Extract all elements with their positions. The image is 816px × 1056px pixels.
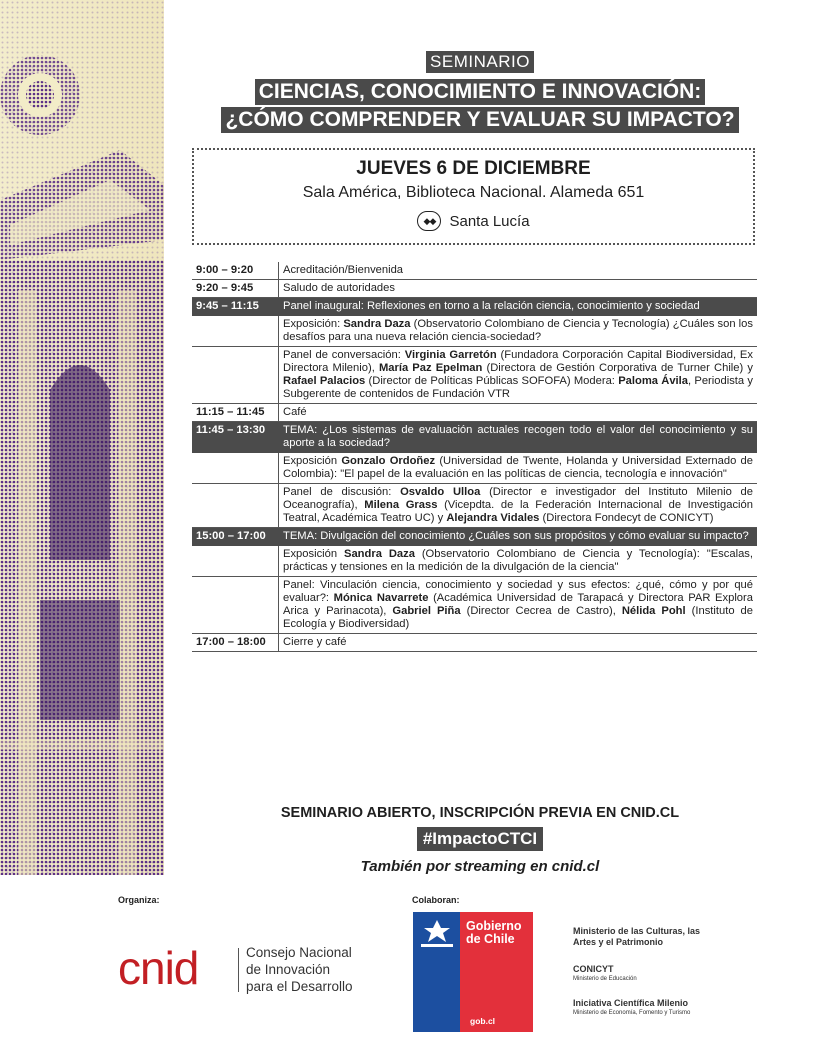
schedule-text: (Director e investigador del Instituto Milenio de Oceanografía),	[283, 486, 753, 511]
schedule-text: (Observatorio Colombiano de Ciencia y Tecnología) ¿Cuáles son los desafíos para una nueva relación ciencia-sociedad?	[283, 318, 753, 343]
schedule-text: Cierre y café	[283, 636, 347, 648]
cnid-wordmark: cnid	[118, 942, 199, 994]
schedule-description	[278, 347, 757, 403]
schedule-time	[192, 577, 278, 633]
collaborator-name: Ministerio de las Culturas, las Artes y el Patrimonio	[573, 926, 701, 947]
cnid-name-line2: de Innovación	[246, 962, 331, 977]
schedule-time	[192, 484, 278, 527]
schedule-time: 17:00 – 18:00	[196, 636, 266, 648]
schedule-text: (Vicepdta. de la Federación Internacional de Investigación Teatral, Académica Teatro UC) y	[283, 499, 753, 524]
schedule-row	[192, 262, 757, 280]
collaborator-sub: Ministerio de Educación	[573, 976, 637, 982]
schedule-text: (Director de Políticas Públicas SOFOFA) Modera:	[365, 375, 619, 387]
collaborator-conicyt	[573, 964, 637, 983]
schedule-row	[192, 484, 757, 528]
hero-building-image	[0, 0, 164, 875]
schedule-description	[278, 280, 757, 297]
schedule-text: (Director Cecrea de Castro),	[460, 605, 622, 617]
schedule-row	[192, 316, 757, 347]
schedule-text: (Académica Universidad de Tarapacá y Directora PAR Explora Arica y Parinacota),	[283, 592, 753, 617]
schedule-description	[278, 528, 757, 545]
cnid-logo	[118, 940, 388, 1000]
cnid-name-line1: Consejo Nacional	[246, 945, 352, 960]
collaborator-milenio	[573, 998, 690, 1017]
call-to-action	[190, 805, 770, 875]
schedule-text: Acreditación/Bienvenida	[283, 264, 404, 276]
speaker-name: María Paz Epelman	[378, 362, 483, 374]
schedule-text: Saludo de autoridades	[283, 282, 395, 294]
speaker-name: Gabriel Piña	[392, 605, 461, 617]
schedule-text: , Periodista y Subgerente de contenidos de Fundación VTR	[283, 375, 753, 400]
schedule-text: (Universidad de Twente, Holanda y Universidad Externado de Colombia): "El papel de la evaluación en las políticas de ciencia, tecnología e innovación"	[283, 455, 753, 480]
speaker-name: Paloma Ávila	[618, 375, 688, 387]
schedule-row	[192, 298, 757, 316]
schedule-row	[192, 546, 757, 577]
schedule-description	[278, 634, 757, 651]
title-line-2	[190, 107, 770, 133]
schedule-time: 15:00 – 17:00	[196, 530, 266, 542]
schedule-row	[192, 453, 757, 484]
metro-station	[194, 211, 753, 231]
event-date: JUEVES 6 DE DICIEMBRE	[356, 158, 591, 179]
title-line-1	[190, 79, 770, 105]
schedule-description	[278, 262, 757, 279]
schedule-description	[278, 484, 757, 527]
speaker-name: Rafael Palacios	[283, 375, 366, 387]
schedule-row	[192, 347, 757, 404]
schedule-description	[278, 453, 757, 483]
schedule-description	[278, 422, 757, 452]
schedule-row	[192, 577, 757, 634]
schedule-time	[192, 546, 278, 576]
speaker-name: Alejandra Vidales	[446, 512, 540, 524]
gob-name-line2: de Chile	[466, 932, 515, 946]
schedule-description	[278, 404, 757, 421]
schedule-text: Exposición:	[283, 318, 344, 330]
metro-icon: ◆◆	[417, 211, 441, 231]
speaker-name: Sandra Daza	[344, 548, 415, 560]
schedule-time	[192, 347, 278, 403]
schedule-text: (Directora de Gestión Corporativa de Turner Chile) y	[482, 362, 753, 374]
gob-url: gob.cl	[470, 1016, 496, 1026]
event-info-box	[192, 148, 755, 245]
gob-name	[466, 920, 522, 946]
schedule-text: (Instituto de Ecología y Biodiversidad)	[283, 605, 753, 630]
collaborator-sub: Ministerio de Economía, Fomento y Turismo	[573, 1010, 691, 1016]
speaker-name: Milena Grass	[364, 499, 438, 511]
schedule-row	[192, 422, 757, 453]
schedule-time	[192, 316, 278, 346]
schedule-text: (Observatorio Colombiano de Ciencia y Tecnología): "Escalas, prácticas y tensiones en la medición de la divulgación de la ciencia"	[283, 548, 753, 573]
seminar-tag: SEMINARIO	[426, 51, 534, 73]
schedule-row	[192, 404, 757, 422]
collaborator-name: Iniciativa Científica Milenio	[573, 998, 689, 1008]
event-venue: Sala América, Biblioteca Nacional. Alameda 651	[302, 184, 645, 201]
schedule-time: 9:00 – 9:20	[196, 264, 254, 276]
collaborator-ministerio-culturas	[573, 926, 703, 948]
schedule-description	[278, 577, 757, 633]
schedule-text: Exposición	[283, 455, 342, 467]
schedule-row	[192, 528, 757, 546]
schedule-text: TEMA: Divulgación del conocimiento ¿Cuáles son sus propósitos y cómo evaluar su impacto?	[283, 530, 749, 542]
metro-station-name: Santa Lucía	[449, 212, 530, 230]
colaboran-label: Colaboran:	[412, 895, 460, 905]
gobierno-de-chile-logo	[413, 912, 533, 1032]
speaker-name: Nélida Pohl	[621, 605, 686, 617]
speaker-name: Sandra Daza	[343, 318, 411, 330]
speaker-name: Osvaldo Ulloa	[400, 486, 481, 498]
organiza-label: Organiza:	[118, 895, 160, 905]
seminar-label	[190, 51, 770, 73]
cnid-name	[246, 944, 353, 995]
schedule-description	[278, 316, 757, 346]
schedule-description	[278, 546, 757, 576]
chile-shield-icon	[418, 918, 456, 954]
streaming-text: También por streaming en cnid.cl	[360, 858, 600, 875]
schedule-text: Panel: Vinculación ciencia, conocimiento y sociedad y sus efectos: ¿qué, cómo y por qué evaluar?:	[283, 579, 753, 604]
schedule-text: Exposición	[283, 548, 344, 560]
schedule-text: TEMA: ¿Los sistemas de evaluación actuales recogen todo el valor del conocimiento y su aporte a la sociedad?	[283, 424, 753, 449]
schedule-row	[192, 634, 757, 652]
schedule-row	[192, 280, 757, 298]
schedule-time: 9:20 – 9:45	[196, 282, 254, 294]
schedule-time: 11:15 – 11:45	[196, 406, 265, 418]
schedule-text: (Directora Fondecyt de CONICYT)	[539, 512, 714, 524]
schedule-text: Panel de discusión:	[283, 486, 401, 498]
gob-name-line1: Gobierno	[466, 919, 522, 933]
registration-text: SEMINARIO ABIERTO, INSCRIPCIÓN PREVIA EN CNID.CL	[280, 805, 680, 821]
speaker-name: Gonzalo Ordoñez	[341, 455, 436, 467]
schedule-text: Panel de conversación:	[283, 349, 405, 361]
collaborator-name: CONICYT	[573, 964, 614, 974]
schedule-time	[192, 453, 278, 483]
title-text-2: ¿CÓMO COMPRENDER Y EVALUAR SU IMPACTO?	[221, 107, 738, 133]
hashtag-badge: #ImpactoCTCI	[417, 827, 543, 851]
schedule-table	[192, 262, 757, 652]
schedule-description	[278, 298, 757, 315]
speaker-name: Virginia Garretón	[404, 349, 497, 361]
speaker-name: Mónica Navarrete	[333, 592, 429, 604]
schedule-time: 11:45 – 13:30	[196, 424, 266, 436]
cnid-name-line3: para el Desarrollo	[246, 979, 353, 994]
schedule-text: Panel inaugural: Reflexiones en torno a la relación ciencia, conocimiento y sociedad	[283, 300, 700, 312]
schedule-text: Café	[283, 406, 307, 418]
cnid-divider	[238, 948, 239, 992]
title-text-1: CIENCIAS, CONOCIMIENTO E INNOVACIÓN:	[255, 79, 706, 105]
schedule-time: 9:45 – 11:15	[196, 300, 259, 312]
schedule-text: (Fundadora Corporación Capital Biodiversidad, Ex Directora Milenio),	[283, 349, 753, 374]
